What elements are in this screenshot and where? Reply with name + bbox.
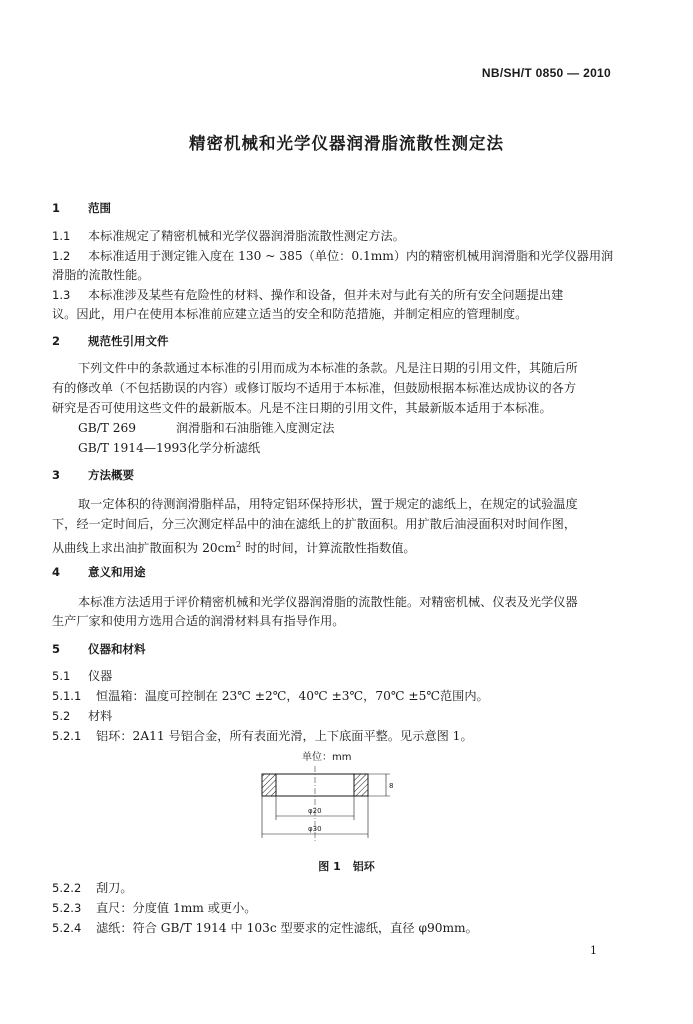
section-1-heading [52,199,618,218]
clause-text: 本标准涉及某些有危险性的材料、操作和设备，但并未对与此有关的所有安全问题提出建 [88,288,564,302]
clause-1-2 [52,247,618,266]
section-4-para-line: 本标准方法适用于评价精密机械和光学仪器润滑脂的流散性能。对精密机械、仪表及光学仪器 [78,595,578,609]
section-2-heading [52,332,618,351]
clause-5-2-4 [52,919,618,938]
reference-name: 润滑脂和石油脂锥入度测定法 [176,421,335,435]
clause-1-3 [52,286,618,305]
standard-code: NB/SH/T 0850 — 2010 [481,66,611,80]
section-3-para-line [52,535,618,558]
clause-text: 恒温箱：温度可控制在 23℃ ±2℃，40℃ ±3℃，70℃ ±5℃范围内。 [96,689,489,703]
clause-number: 1.2 [52,249,71,263]
section-4-para-line: 生产厂家和使用方选用合适的润滑材料具有指导作用。 [52,614,345,628]
clause-5-2-1 [52,727,618,746]
reference-code: GB/T 1914—1993 [78,441,188,455]
section-number: 1 [52,201,61,215]
clause-1-1 [52,227,618,246]
section-4-heading [52,563,618,582]
aluminum-ring-diagram [250,760,410,850]
section-title: 规范性引用文件 [88,334,169,348]
normative-reference [52,439,644,458]
reference-code: GB/T 269 [78,421,137,435]
page-number: 1 [590,944,597,957]
clause-5-1 [52,667,618,686]
figure-number: 图 1 [318,860,341,873]
clause-5-2 [52,707,618,726]
clause-text: 本标准适用于测定锥入度在 130 ~ 385（单位：0.1mm）内的精密机械用润滑脂和光学仪器用润 [88,249,614,263]
height-label: 8 [389,782,394,790]
clause-text: 刮刀。 [96,881,133,895]
clause-5-2-3 [52,899,618,918]
clause-number: 5.2 [52,709,71,723]
ring-wall-right [354,774,368,796]
figure-unit-label: 单位：mm [302,752,352,763]
clause-number: 1.3 [52,288,71,302]
outer-diameter-label: φ30 [308,825,322,833]
figure-caption [0,858,693,874]
section-3-para-line: 下，经一定时间后，分三次测定样品中的油在滤纸上的扩散面积。用扩散后油浸面积对时间作图， [52,517,577,531]
clause-1-3-cont: 议。因此，用户在使用本标准前应建立适当的安全和防范措施，并制定相应的管理制度。 [52,307,528,321]
section-2-para-line: 研究是否可使用这些文件的最新版本。凡是不注日期的引用文件，其最新版本适用于本标准。 [52,401,552,415]
clause-text: 滤纸：符合 GB/T 1914 中 103c 型要求的定性滤纸，直径 φ90mm。 [96,921,478,935]
clause-number: 5.2.1 [52,729,82,743]
section-2-para-line: 有的修改单（不包括勘误的内容）或修订版均不适用于本标准，但鼓励根据本标准达成协议的各方 [52,381,577,395]
clause-number: 5.1.1 [52,689,82,703]
document-title: 精密机械和光学仪器润滑脂流散性测定法 [189,134,504,153]
clause-5-2-2 [52,879,618,898]
normative-reference [52,419,644,438]
text-segment: 从曲线上求出油扩散面积为 20cm [52,541,237,556]
section-title: 仪器和材料 [88,642,146,656]
section-number: 5 [52,642,61,656]
section-title: 范围 [88,201,111,215]
ring-wall-left [262,774,276,796]
section-2-para-line: 下列文件中的条款通过本标准的引用而成为本标准的条款。凡是注日期的引用文件，其随后所 [78,361,578,375]
clause-number: 5.2.4 [52,921,82,935]
superscript: 2 [236,540,242,549]
section-3-heading [52,466,618,485]
clause-1-2-cont: 滑脂的流散性能。 [52,268,150,282]
clause-text: 仪器 [88,669,113,683]
clause-text: 直尺：分度值 1mm 或更小。 [96,901,257,915]
clause-5-1-1 [52,687,618,706]
clause-number: 5.1 [52,669,71,683]
section-number: 3 [52,468,61,482]
figure-title: 铝环 [352,860,375,873]
inner-diameter-label: φ20 [308,807,322,815]
section-number: 4 [52,565,61,579]
text-segment: 时的时间，计算流散性指数值。 [241,541,416,556]
section-3-para-line: 取一定体积的待测润滑脂样品，用特定铝环保持形状，置于规定的滤纸上，在规定的试验温度 [78,497,578,511]
clause-number: 5.2.2 [52,881,82,895]
section-number: 2 [52,334,61,348]
clause-number: 5.2.3 [52,901,82,915]
clause-text: 本标准规定了精密机械和光学仪器润滑脂流散性测定方法。 [88,229,405,243]
section-title: 方法概要 [88,468,134,482]
section-5-heading [52,640,618,659]
clause-text: 铝环：2A11 号铝合金，所有表面光滑，上下底面平整。见示意图 1。 [96,729,473,743]
clause-text: 材料 [88,709,113,723]
section-title: 意义和用途 [88,565,146,579]
clause-number: 1.1 [52,229,71,243]
reference-name: 化学分析滤纸 [187,441,261,455]
